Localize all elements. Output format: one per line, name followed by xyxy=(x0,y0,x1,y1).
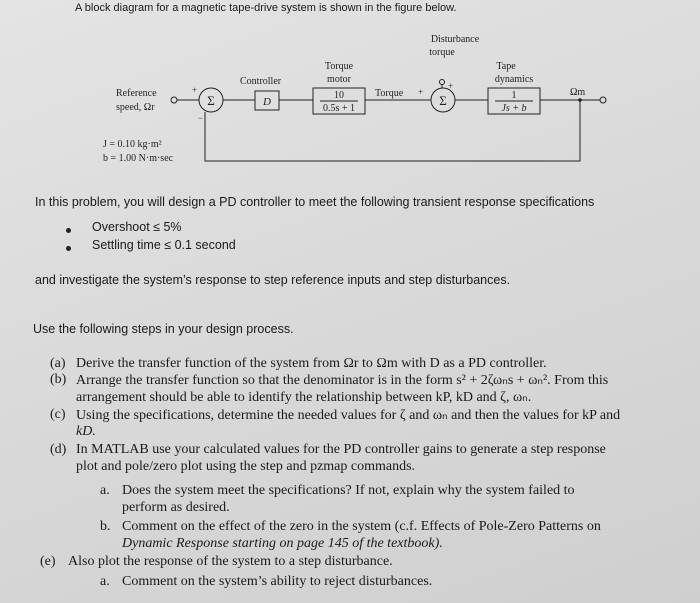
motor-label: Torque xyxy=(324,61,354,72)
step-text: Using the specifications, determine the needed values for ζ and ωₙ and then the values for kP and xyxy=(76,408,621,423)
controller-symbol: D xyxy=(263,96,271,108)
step-label: (c) xyxy=(50,407,66,422)
step-text: Derive the transfer function of the system from Ωr to Ωm with D as a PD controller. xyxy=(76,356,547,371)
plus-sign: + xyxy=(192,85,198,95)
plus-sign: + xyxy=(418,87,424,97)
tape-label: dynamics xyxy=(494,74,534,85)
step-label: (a) xyxy=(50,356,66,371)
reference-label: speed, Ωr xyxy=(116,102,155,113)
tape-label: Tape xyxy=(496,61,516,72)
param-j: J = 0.10 kg·m² xyxy=(103,139,162,150)
sum-symbol: Σ xyxy=(207,93,215,108)
step-text: Comment on the system’s ability to reject disturbances. xyxy=(122,574,433,589)
input-terminal xyxy=(171,97,177,103)
motor-numerator: 10 xyxy=(334,90,344,101)
step-text: Arrange the transfer function so that the denominator is in the form s² + 2ζωₙs + ωₙ². From this xyxy=(76,373,609,388)
step-text: Does the system meet the specifications? If not, explain why the system failed to xyxy=(122,483,575,498)
step-label: a. xyxy=(100,574,110,589)
intro-text: A block diagram for a magnetic tape-drive system is shown in the figure below. xyxy=(75,2,457,14)
bullet-icon xyxy=(66,228,71,233)
investigate-text: and investigate the system’s response to step reference inputs and step disturbances. xyxy=(35,273,511,287)
motor-denominator: 0.5s + 1 xyxy=(322,103,356,114)
motor-label: motor xyxy=(327,74,351,85)
output-terminal xyxy=(600,97,606,103)
disturbance-label: torque xyxy=(429,47,455,58)
output-label: Ωm xyxy=(570,87,586,98)
problem-statement: In this problem, you will design a PD controller to meet the following transient response specifications xyxy=(35,195,595,209)
step-text: Also plot the response of the system to a step disturbance. xyxy=(68,554,393,569)
step-text: kD. xyxy=(76,424,96,439)
step-text: plot and pole/zero plot using the step and pzmap commands. xyxy=(76,459,416,474)
step-label: (d) xyxy=(50,442,67,457)
tape-numerator: 1 xyxy=(511,90,517,101)
plus-sign: + xyxy=(448,81,454,91)
block-diagram xyxy=(0,0,700,175)
step-label: (b) xyxy=(50,372,67,387)
step-text: perform as desired. xyxy=(122,500,230,515)
step-text: In MATLAB use your calculated values for the PD controller gains to generate a step response xyxy=(76,442,606,457)
disturbance-terminal xyxy=(440,80,445,85)
step-label: b. xyxy=(100,519,111,534)
controller-label: Controller xyxy=(240,76,282,87)
spec-settling-time: Settling time ≤ 0.1 second xyxy=(92,238,236,252)
steps-intro: Use the following steps in your design process. xyxy=(33,322,294,336)
step-label: (e) xyxy=(40,554,56,569)
bullet-icon xyxy=(66,246,71,251)
step-text: arrangement should be able to identify the relationship between kP, kD and ζ, ωₙ. xyxy=(76,390,532,405)
spec-overshoot: Overshoot ≤ 5% xyxy=(92,220,182,234)
param-b: b = 1.00 N·m·sec xyxy=(103,153,174,164)
torque-label: Torque xyxy=(375,88,404,99)
step-text: Dynamic Response starting on page 145 of the textbook). xyxy=(122,536,443,551)
step-label: a. xyxy=(100,483,110,498)
disturbance-label: Disturbance xyxy=(430,34,480,45)
reference-label: Reference xyxy=(116,88,157,99)
minus-sign: − xyxy=(198,113,204,123)
sum-symbol: Σ xyxy=(439,93,447,108)
tape-denominator: Js + b xyxy=(501,103,527,114)
step-text: Comment on the effect of the zero in the system (c.f. Effects of Pole-Zero Patterns on xyxy=(122,519,601,534)
